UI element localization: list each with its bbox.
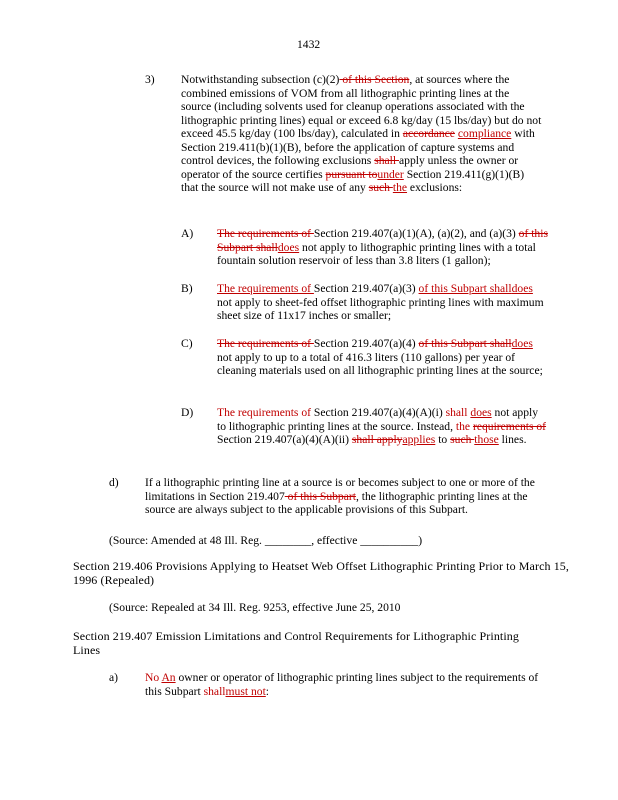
revised-text: the xyxy=(455,419,473,433)
inserted-text: under xyxy=(377,167,404,181)
item-3A-label: A) xyxy=(181,227,194,240)
text-run: owner or operator of lithographic printing lines subject to the requirements of this Subpart xyxy=(145,671,539,698)
inserted-text: must not xyxy=(225,684,266,698)
text-run: Section 219.407(a)(3) xyxy=(313,282,419,295)
item-3A-text xyxy=(217,227,549,268)
deleted-text: such xyxy=(450,433,475,446)
item-d-label: d) xyxy=(109,476,119,489)
deleted-text: of this Section xyxy=(339,73,410,86)
inserted-text: does xyxy=(277,240,300,254)
revised-text: shall xyxy=(203,684,226,698)
text-run: Section 219.407(a)(4) xyxy=(313,337,419,350)
item-3B-label: B) xyxy=(181,282,193,295)
revised-text: shall xyxy=(445,406,471,419)
inserted-text: compliance xyxy=(457,127,512,140)
deleted-text: of this Subpart shall xyxy=(418,337,512,350)
deleted-text: The requirements of xyxy=(217,227,314,240)
text-run: not apply to lithographic printing lines at the source. Instead, xyxy=(217,406,539,433)
item-3-label: 3) xyxy=(145,73,155,86)
item-3D-text xyxy=(217,406,549,447)
text-run: to xyxy=(435,433,451,446)
text-run: Section 219.407(a)(4)(A)(i) xyxy=(313,406,446,419)
deleted-text: accordance xyxy=(402,127,455,140)
deleted-text: shall xyxy=(374,154,399,167)
item-3D-label: D) xyxy=(181,406,194,419)
section-219-407-heading: Section 219.407 Emission Limitations and Control Requirements for Lithographic Printing Lines xyxy=(73,629,519,657)
deleted-text: pursuant to xyxy=(325,167,378,181)
text-run: If a lithographic printing line at a source is or becomes subject to one or more of the limitations in Section 219.407 xyxy=(145,476,535,503)
revised-text: No xyxy=(145,671,162,684)
text-run: Section 219.407(a)(1)(A), (a)(2), and (a)(3) xyxy=(313,227,519,240)
source-note-repealed: (Source: Repealed at 34 Ill. Reg. 9253, effective June 25, 2010 xyxy=(109,601,401,614)
item-d-text xyxy=(145,476,549,517)
item-a-text xyxy=(145,671,549,698)
text-run: exclusions: xyxy=(407,181,463,194)
deleted-text: of this Subpart xyxy=(284,489,356,503)
page-number: 1432 xyxy=(297,38,321,51)
text-run: , at sources where the combined emissions of VOM from all lithographic printing lines at the source (including solvents used for cleanup operations associated with the lithographic printing lines) equal or exceed 6.8 kg/day (15 lbs/day) but do not exceed 45.5 kg/day (100 lbs/day), calculated in xyxy=(181,73,542,140)
item-3C-text xyxy=(217,337,549,378)
inserted-text: does xyxy=(511,337,533,350)
text-run: Notwithstanding subsection (c)(2) xyxy=(181,73,340,86)
text-run: with Section 219.411(b)(1)(B), before the application of capture systems and control devices, the following exclusions xyxy=(181,127,535,167)
text-run: lines. xyxy=(498,433,527,446)
source-note-amended: (Source: Amended at 48 Ill. Reg. ________, effective __________) xyxy=(109,534,423,547)
text-run: Section 219.407(a)(4)(A)(ii) xyxy=(217,433,352,446)
text-run: Section 219.411(g)(1)(B) that the source will not make use of any xyxy=(181,167,525,194)
text-run: , the lithographic printing lines at the source are always subject to the applicable provisions of this Subpart. xyxy=(145,489,528,516)
text-run: apply unless the owner or operator of the source certifies xyxy=(181,154,519,181)
deleted-text: of this Subpart shall xyxy=(217,227,548,254)
text-run: not apply to sheet-fed offset lithographic printing lines with maximum sheet size of 11x17 inches or smaller; xyxy=(217,295,544,322)
text-run: not apply to up to a total of 416.3 liters (110 gallons) per year of cleaning materials used on all lithographic printing lines at the source; xyxy=(217,350,543,377)
deleted-text: shall apply xyxy=(351,433,403,446)
revised-text: The requirements of xyxy=(217,406,314,419)
inserted-text: of this Subpart shall xyxy=(418,282,512,295)
item-3-text xyxy=(181,73,542,195)
inserted-text: does xyxy=(511,282,533,295)
inserted-text: An xyxy=(161,671,176,684)
text-run: : xyxy=(265,684,270,698)
inserted-text: does xyxy=(470,406,492,419)
item-3B-text xyxy=(217,282,549,323)
item-a-label: a) xyxy=(109,671,119,684)
deleted-text: The requirements of xyxy=(217,337,314,350)
deleted-text: such xyxy=(368,181,393,194)
inserted-text: those xyxy=(474,433,499,446)
text-run: not apply to lithographic printing lines with a total fountain solution reservoir of less than 3.8 liters (1 gallon); xyxy=(217,240,536,267)
deleted-text: requirements of xyxy=(472,419,547,433)
item-3C-label: C) xyxy=(181,337,193,350)
inserted-text: The requirements of xyxy=(217,282,314,295)
inserted-text: applies xyxy=(402,433,436,446)
section-219-406-heading: Section 219.406 Provisions Applying to Heatset Web Offset Lithographic Printing Prior to March 15, 1996 (Repealed) xyxy=(73,559,570,587)
inserted-text: the xyxy=(392,181,408,194)
